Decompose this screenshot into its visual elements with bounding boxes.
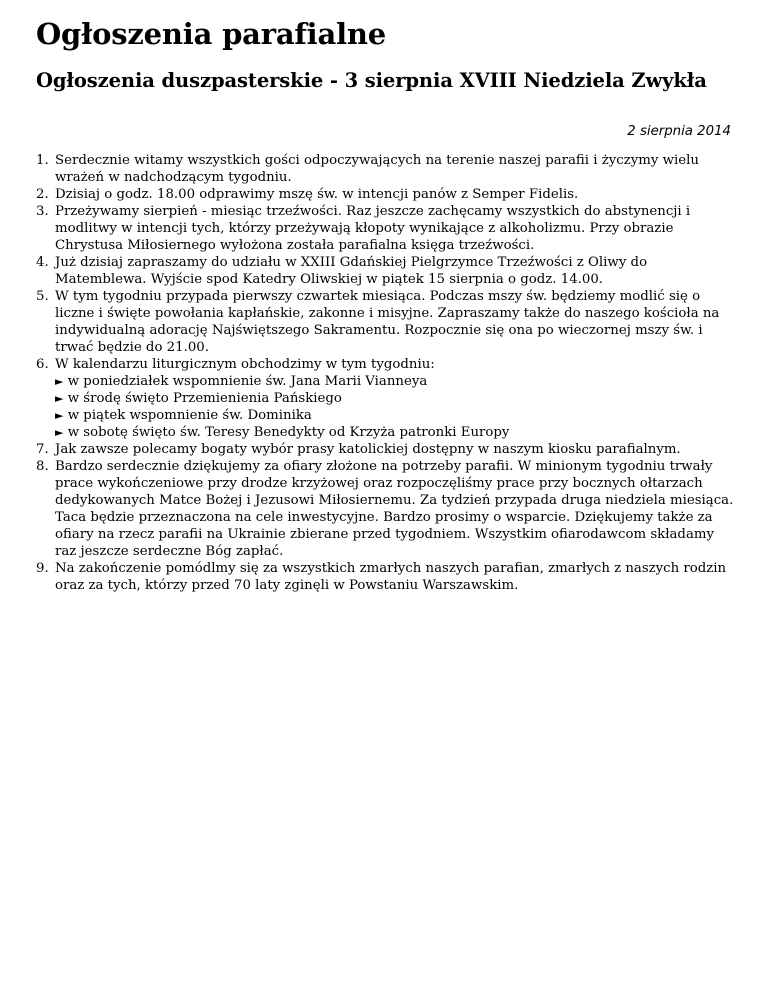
- liturgical-subitem: [55, 390, 736, 407]
- item-number: 2.: [36, 187, 49, 202]
- item-number: 4.: [36, 255, 49, 270]
- announcement-text: Przeżywamy sierpień - miesiąc trzeźwości. Raz jeszcze zachęcamy wszystkich do abstynencji i modlitwy w intencji tych, którzy przeżywają kłopoty wynikające z alkoholizmu. Przy obrazie Chrystusa Miłosiernego wyłożona została parafialna księga trzeźwości.: [55, 204, 691, 253]
- subitem-text: w środę święto Przemienienia Pańskiego: [67, 391, 342, 406]
- announcement-text: Dzisiaj o godz. 18.00 odprawimy mszę św. w intencji panów z Semper Fidelis.: [55, 187, 579, 202]
- item-number: 9.: [36, 561, 49, 576]
- announcement-item: [36, 186, 736, 203]
- announcement-item: [36, 203, 736, 254]
- announcement-text: Na zakończenie pomódlmy się za wszystkich zmarłych naszych parafian, zmarłych z naszych rodzin oraz za tych, którzy przed 70 laty zginęli w Powstaniu Warszawskim.: [55, 561, 727, 593]
- liturgical-subitem: [55, 407, 736, 424]
- liturgical-subitem: [55, 373, 736, 390]
- announcement-text: W kalendarzu liturgicznym obchodzimy w tym tygodniu:: [55, 357, 435, 372]
- announcement-item: [36, 152, 736, 186]
- announcement-text: Bardzo serdecznie dziękujemy za ofiary złożone na potrzeby parafii. W minionym tygodniu trwały prace wykończeniowe przy drodze krzyżowej oraz rozpoczęliśmy prace przy bocznych ołtarzach dedykowanych Matce Bożej i Jezusowi Miłosiernemu. Za tydzień przypada druga niedziela miesiąca. Taca będzie przeznaczona na cele inwestycyjne. Bardzo prosimy o wsparcie. Dziękujemy także za ofiary na rzecz parafii na Ukrainie zbierane przed tygodniem. Wszystkim ofiarodawcom składamy raz jeszcze serdeczne Bóg zapłać.: [55, 459, 734, 559]
- announcement-item: [36, 560, 736, 594]
- item-number: 8.: [36, 459, 49, 474]
- announcement-item: [36, 441, 736, 458]
- announcement-text: Serdecznie witamy wszystkich gości odpoczywających na terenie naszej parafii i życzymy wielu wrażeń w nadchodzącym tygodniu.: [55, 153, 699, 185]
- liturgical-subitem: [55, 424, 736, 441]
- arrow-bullet-icon: ►: [55, 409, 64, 422]
- item-number: 7.: [36, 442, 49, 457]
- item-number: 6.: [36, 357, 49, 372]
- page-subtitle: Ogłoszenia duszpasterskie - 3 sierpnia XVIII Niedziela Zwykła: [36, 69, 707, 92]
- arrow-bullet-icon: ►: [55, 375, 64, 388]
- page-title: Ogłoszenia parafialne: [36, 17, 387, 51]
- announcement-item: [36, 288, 736, 356]
- subitem-text: w poniedziałek wspomnienie św. Jana Marii Vianneya: [67, 374, 428, 389]
- announcement-text: Jak zawsze polecamy bogaty wybór prasy katolickiej dostępny w naszym kiosku parafialnym.: [55, 442, 681, 457]
- subitem-text: w piątek wspomnienie św. Dominika: [67, 408, 312, 423]
- arrow-bullet-icon: ►: [55, 392, 64, 405]
- announcement-item: [36, 356, 736, 441]
- item-number: 3.: [36, 204, 49, 219]
- arrow-bullet-icon: ►: [55, 426, 64, 439]
- item-number: 5.: [36, 289, 49, 304]
- announcement-text: Już dzisiaj zapraszamy do udziału w XXIII Gdańskiej Pielgrzymce Trzeźwości z Oliwy do Matemblewa. Wyjście spod Katedry Oliwskiej w piątek 15 sierpnia o godz. 14.00.: [55, 255, 648, 287]
- item-number: 1.: [36, 153, 49, 168]
- subitem-text: w sobotę święto św. Teresy Benedykty od Krzyża patronki Europy: [67, 425, 510, 440]
- announcements-list: [36, 152, 736, 594]
- announcement-item: [36, 254, 736, 288]
- publication-date: 2 sierpnia 2014: [627, 124, 731, 139]
- announcement-item: [36, 458, 736, 560]
- announcement-text: W tym tygodniu przypada pierwszy czwartek miesiąca. Podczas mszy św. będziemy modlić się o liczne i święte powołania kapłańskie, zakonne i misyjne. Zapraszamy także do naszego kościoła na indywidualną adorację Najświętszego Sakramentu. Rozpocznie się ona po wieczornej mszy św. i trwać będzie do 21.00.: [55, 289, 720, 355]
